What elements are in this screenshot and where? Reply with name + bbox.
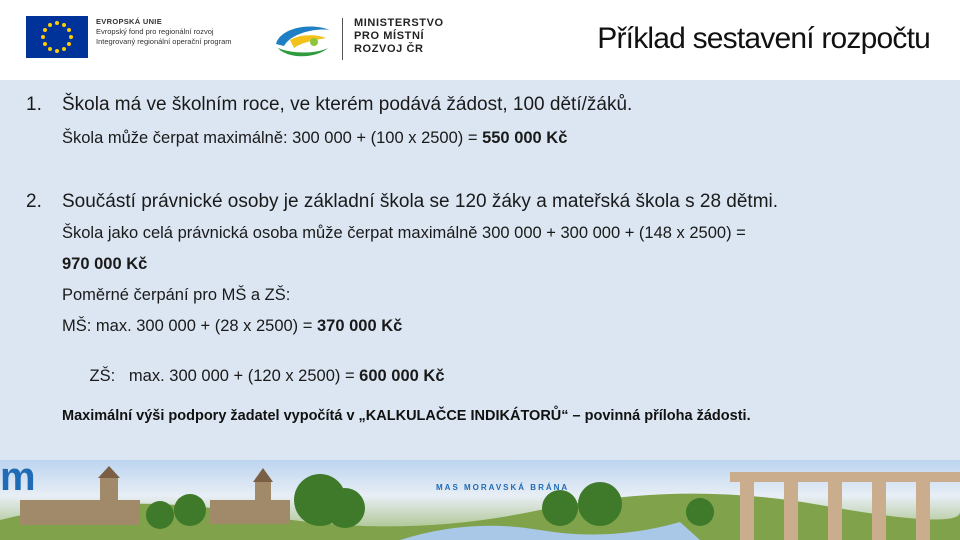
slide-title: Příklad sestavení rozpočtu — [597, 22, 930, 55]
item-heading — [26, 94, 632, 116]
line-text: ZŠ: max. 300 000 + (120 x 2500) = — [89, 367, 360, 385]
mas-mark: m — [0, 460, 36, 494]
line-amount: 970 000 Kč — [62, 255, 148, 273]
mas-logo-icon — [0, 460, 70, 494]
item-line — [62, 317, 402, 336]
mmr-line-3: ROZVOJ ČR — [354, 43, 424, 55]
mmr-divider — [342, 18, 343, 60]
line-text: Škola může čerpat maximálně: 300 000 + (100 x 2500) = — [62, 129, 483, 147]
landscape-illustration — [0, 460, 960, 540]
slide-header — [0, 0, 960, 80]
line-amount: 550 000 Kč — [482, 129, 568, 147]
eu-line-2: Evropský fond pro regionální rozvoj — [96, 27, 214, 36]
item-heading-text: Součástí právnické osoby je základní škola se 120 žáky a mateřská škola s 28 dětmi. — [62, 191, 779, 212]
mmr-line-1: MINISTERSTVO — [354, 17, 444, 29]
line-text: MŠ: max. 300 000 + (28 x 2500) = — [62, 317, 317, 335]
mas-name: MAS MORAVSKÁ BRÁNA — [436, 483, 570, 492]
eu-line-3: Integrovaný regionální operační program — [96, 37, 232, 46]
item-line — [62, 224, 746, 243]
item-number: 1. — [26, 94, 42, 115]
item-heading — [26, 191, 778, 213]
mmr-line-2: PRO MÍSTNÍ — [354, 30, 425, 42]
mmr-emblem-icon — [270, 18, 336, 62]
item-line — [62, 286, 290, 305]
kalkulacka-note: Maximální výši podpory žadatel vypočítá v „KALKULAČCE INDIKÁTORŮ“ – povinná příloha žádosti. — [62, 408, 751, 424]
line-amount: 370 000 Kč — [316, 317, 403, 335]
footer-banner — [0, 460, 960, 540]
item-line — [62, 348, 445, 405]
item-number: 2. — [26, 191, 42, 212]
item-heading-text: Škola má ve školním roce, ve kterém podává žádost, 100 dětí/žáků. — [62, 94, 633, 115]
item-line — [62, 129, 567, 148]
line-amount: 600 000 Kč — [359, 367, 445, 385]
mmr-logo-text — [354, 17, 444, 56]
item-line — [62, 255, 147, 274]
line-text: Škola jako celá právnická osoba může čerpat maximálně 300 000 + 300 000 + (148 x 2500) = — [62, 224, 746, 242]
line-text: Poměrné čerpání pro MŠ a ZŠ: — [62, 286, 291, 304]
slide-content — [0, 80, 960, 460]
eu-flag-icon — [26, 16, 88, 58]
eu-logo-text — [96, 17, 266, 47]
eu-line-1: EVROPSKÁ UNIE — [96, 17, 162, 26]
